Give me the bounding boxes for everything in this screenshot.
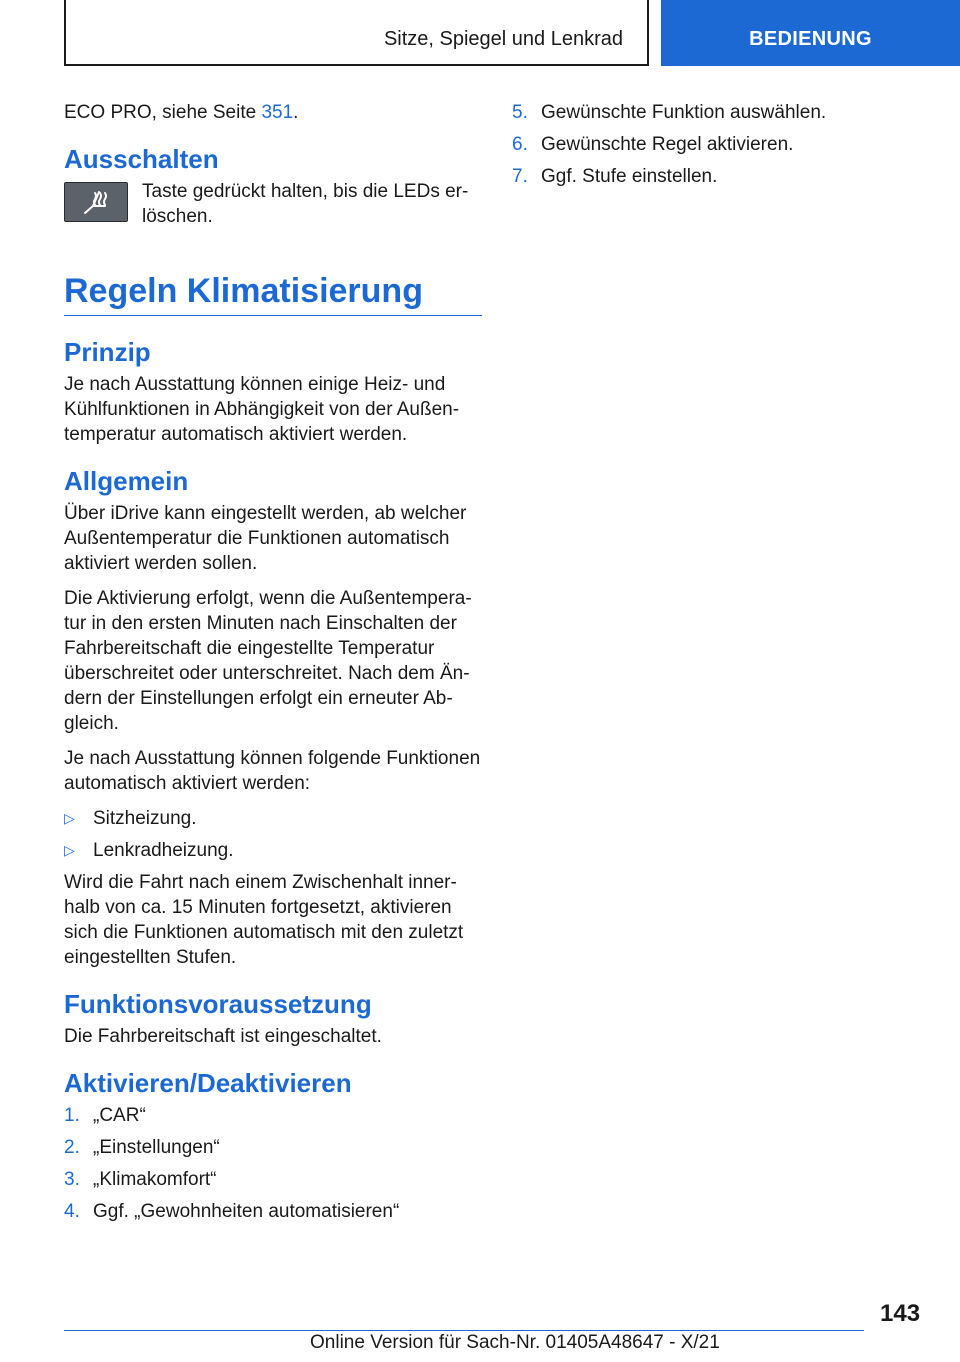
footer-divider <box>64 1330 864 1331</box>
triangle-bullet-icon: ▷ <box>64 842 75 858</box>
list-item <box>64 838 482 863</box>
step-text: „CAR“ <box>93 1105 146 1126</box>
step-text: Ggf. Stufe einstellen. <box>541 166 718 187</box>
step-number: 1. <box>64 1105 80 1126</box>
intro-end: . <box>293 102 299 123</box>
step-number: 4. <box>64 1201 80 1222</box>
function-list <box>64 806 482 863</box>
chapter-tab <box>661 0 960 66</box>
intro-paragraph <box>64 100 482 125</box>
step-number: 3. <box>64 1169 80 1190</box>
heading-allgemein: Allgemein <box>64 466 189 496</box>
list-item-text: Sitzheizung. <box>93 808 197 829</box>
heading-prinzip: Prinzip <box>64 337 151 367</box>
right-column <box>512 100 912 196</box>
step-text: „Klimakomfort“ <box>93 1169 217 1190</box>
heading-regeln-klimatisierung: Regeln Klimatisierung <box>64 271 482 316</box>
header-box <box>64 0 649 66</box>
list-item-text: Lenkradheizung. <box>93 840 234 861</box>
step-item <box>512 100 912 125</box>
allgemein-paragraph-4: Wird die Fahrt nach einem Zwischenhalt innerhalb von ca. 15 Minuten fortgesetzt, aktivieren sich die Funktionen automatisch mit den zuletzt eingestellten Stufen. <box>64 872 464 968</box>
page-reference-link[interactable]: 351 <box>261 102 294 123</box>
section-title: Sitze, Spiegel und Lenkrad <box>383 28 623 50</box>
step-item <box>64 1167 482 1192</box>
list-item <box>64 806 482 831</box>
step-item <box>64 1135 482 1160</box>
step-item <box>512 132 912 157</box>
online-version-text: Online Version für Sach-Nr. 01405A48647 - X/21 <box>310 1332 720 1353</box>
button-instruction-text: Taste gedrückt halten, bis die LEDs erlöschen. <box>142 181 469 227</box>
step-text: „Einstellungen“ <box>93 1137 220 1158</box>
steps-list-right <box>512 100 912 189</box>
step-text: Ggf. „Gewohnheiten automatisieren“ <box>93 1201 400 1222</box>
heading-aktivieren-deaktivieren: Aktivieren/Deaktivieren <box>64 1068 352 1098</box>
step-item <box>64 1103 482 1128</box>
step-number: 2. <box>64 1137 80 1158</box>
step-number: 7. <box>512 166 528 187</box>
triangle-bullet-icon: ▷ <box>64 810 75 826</box>
prinzip-text: Je nach Ausstattung können einige Heiz- und Kühlfunktionen in Abhängigkeit von der Außentemperatur automatisch aktiviert werden. <box>64 374 460 445</box>
allgemein-paragraph-2: Die Aktivierung erfolgt, wenn die Außentemperatur in den ersten Minuten nach Einschalten der Fahrbereitschaft die eingestellte Temperatur überschreitet oder unterschreitet. Nach dem Ändern der Einstellungen erfolgt ein erneuter Abgleich. <box>64 588 472 734</box>
button-instruction <box>64 179 482 229</box>
funktionsvoraussetzung-text: Die Fahrbereitschaft ist eingeschaltet. <box>64 1026 382 1047</box>
allgemein-paragraph-3: Je nach Ausstattung können folgende Funktionen automatisch aktiviert werden: <box>64 748 481 794</box>
step-item <box>512 164 912 189</box>
step-number: 6. <box>512 134 528 155</box>
allgemein-paragraph-1: Über iDrive kann eingestellt werden, ab welcher Außentemperatur die Funktionen automatisch aktiviert werden sollen. <box>64 503 467 574</box>
heading-ausschalten: Ausschalten <box>64 144 219 174</box>
intro-text: ECO PRO, siehe Seite <box>64 102 262 123</box>
step-text: Gewünschte Regel aktivieren. <box>541 134 794 155</box>
seat-heating-icon <box>64 182 128 222</box>
steps-list-left <box>64 1103 482 1224</box>
step-number: 5. <box>512 102 528 123</box>
heading-funktionsvoraussetzung: Funktionsvoraussetzung <box>64 989 372 1019</box>
step-text: Gewünschte Funktion auswählen. <box>541 102 827 123</box>
left-column <box>64 100 482 1231</box>
step-item <box>64 1199 482 1224</box>
page-number: 143 <box>880 1300 921 1327</box>
chapter-tab-label: BEDIENUNG <box>749 27 872 50</box>
